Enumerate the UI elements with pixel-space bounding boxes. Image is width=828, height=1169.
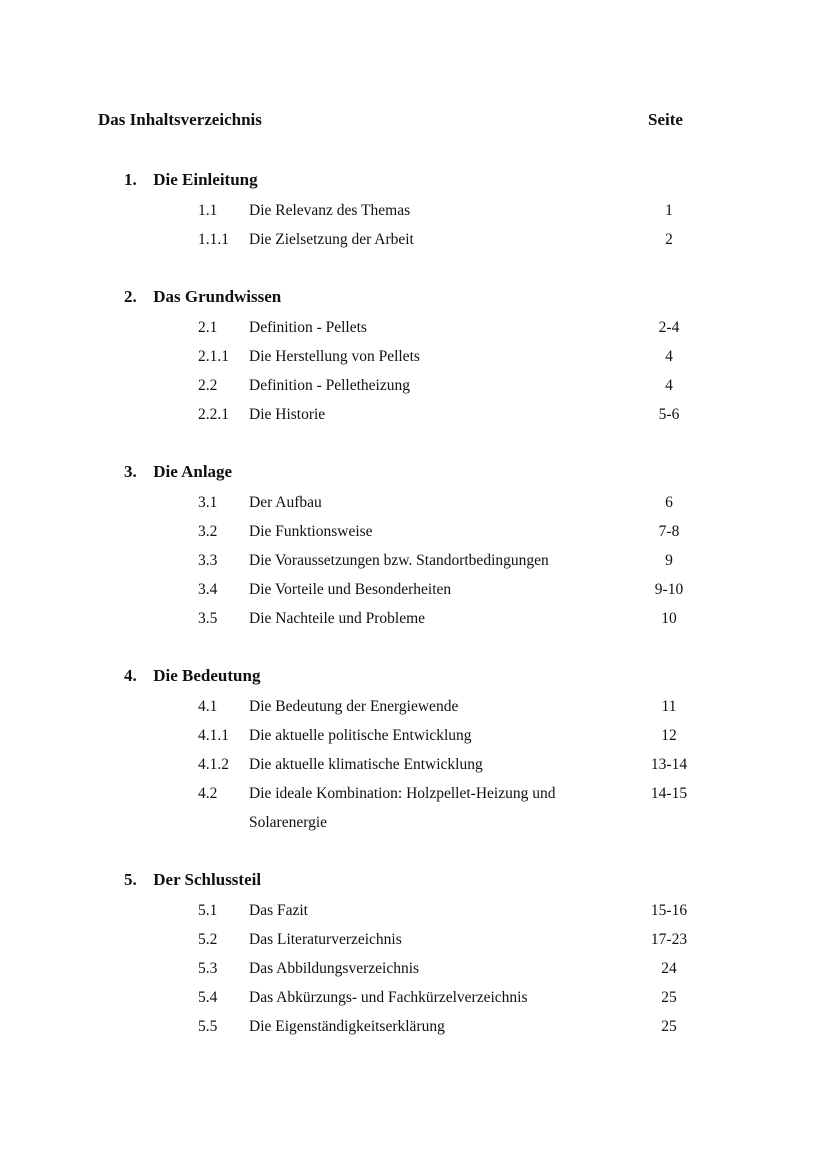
entry-page: 13-14	[650, 756, 688, 773]
entry-number: 2.1	[198, 319, 218, 336]
entry-page: 2-4	[658, 319, 680, 336]
entry-page: 11	[661, 698, 677, 715]
toc-entry[interactable]	[0, 546, 828, 575]
toc-entry[interactable]	[0, 342, 828, 371]
entry-page: 2	[665, 231, 673, 248]
toc-entry[interactable]	[0, 604, 828, 633]
toc-entry[interactable]	[0, 954, 828, 983]
entry-number: 4.1.2	[198, 756, 229, 773]
entry-number: 3.2	[198, 523, 218, 540]
section-title: Die Anlage	[153, 462, 233, 481]
section-number: 4.	[124, 666, 137, 685]
entry-page: 4	[665, 348, 673, 365]
entry-number: 2.2	[198, 377, 218, 394]
section-title: Die Einleitung	[153, 170, 258, 189]
section-title: Das Grundwissen	[153, 287, 282, 306]
section-heading[interactable]	[124, 462, 232, 482]
entry-number: 3.3	[198, 552, 218, 569]
toc-entry[interactable]	[0, 925, 828, 954]
entry-text: Das Literaturverzeichnis	[249, 931, 402, 948]
entry-number: 2.2.1	[198, 406, 229, 423]
section-title: Der Schlussteil	[153, 870, 262, 889]
entry-text: Das Fazit	[249, 902, 308, 919]
entry-page: 12	[661, 727, 677, 744]
toc-entry[interactable]	[0, 896, 828, 925]
entry-page: 10	[661, 610, 677, 627]
toc-entry[interactable]	[0, 371, 828, 400]
entry-number: 3.1	[198, 494, 218, 511]
toc-entry[interactable]	[0, 400, 828, 429]
entry-text: Die Historie	[249, 406, 326, 423]
entry-number: 5.3	[198, 960, 218, 977]
entry-page: 17-23	[650, 931, 688, 948]
toc-entry[interactable]	[0, 692, 828, 721]
entry-text: Die Funktionsweise	[249, 523, 373, 540]
entry-number: 3.4	[198, 581, 218, 598]
toc-entry[interactable]	[0, 750, 828, 779]
toc-entry[interactable]	[0, 488, 828, 517]
entry-page: 1	[665, 202, 673, 219]
entry-page: 9-10	[654, 581, 684, 598]
section-number: 1.	[124, 170, 137, 189]
toc-entry[interactable]	[0, 1012, 828, 1041]
entry-text: Der Aufbau	[249, 494, 322, 511]
entry-text: Die Zielsetzung der Arbeit	[249, 231, 414, 248]
toc-entry[interactable]	[0, 721, 828, 750]
entry-number: 4.2	[198, 785, 218, 802]
entry-text: Die Nachteile und Probleme	[249, 610, 426, 627]
toc-header	[98, 110, 698, 134]
toc-entry[interactable]	[0, 779, 828, 837]
entry-text: Die Voraussetzungen bzw. Standortbedingungen	[249, 552, 549, 569]
entry-text: Die Herstellung von Pellets	[249, 348, 420, 365]
toc-entry[interactable]	[0, 575, 828, 604]
entry-text: Die Vorteile und Besonderheiten	[249, 581, 452, 598]
section-heading[interactable]	[124, 666, 260, 686]
entry-text: Definition - Pellets	[249, 319, 367, 336]
entry-text: Die aktuelle klimatische Entwicklung	[249, 756, 483, 773]
entry-number: 1.1	[198, 202, 218, 219]
entry-number: 1.1.1	[198, 231, 229, 248]
entry-text: Die aktuelle politische Entwicklung	[249, 727, 472, 744]
entry-number: 5.5	[198, 1018, 218, 1035]
entry-number: 2.1.1	[198, 348, 229, 365]
entry-text: Die Relevanz des Themas	[249, 202, 411, 219]
entry-number: 3.5	[198, 610, 218, 627]
entry-text: Definition - Pelletheizung	[249, 377, 410, 394]
toc-entry[interactable]	[0, 313, 828, 342]
toc-entry[interactable]	[0, 196, 828, 225]
entry-page: 6	[665, 494, 673, 511]
entry-page: 7-8	[658, 523, 680, 540]
section-number: 5.	[124, 870, 137, 889]
toc-entry[interactable]	[0, 225, 828, 254]
entry-page: 24	[661, 960, 677, 977]
entry-number: 5.4	[198, 989, 218, 1006]
section-title: Die Bedeutung	[153, 666, 261, 685]
toc-entry[interactable]	[0, 983, 828, 1012]
entry-text: Die Eigenständigkeitserklärung	[249, 1018, 445, 1035]
entry-number: 5.2	[198, 931, 218, 948]
page-column-label: Seite	[648, 110, 683, 129]
entry-number: 4.1	[198, 698, 218, 715]
entry-number: 4.1.1	[198, 727, 229, 744]
entry-text: Die ideale Kombination: Holzpellet-Heizung und Solarenergie	[249, 785, 556, 831]
entry-page: 25	[661, 989, 677, 1006]
entry-text: Das Abkürzungs- und Fachkürzelverzeichnis	[249, 989, 528, 1006]
section-heading[interactable]	[124, 170, 258, 190]
section-number: 2.	[124, 287, 137, 306]
entry-page: 4	[665, 377, 673, 394]
entry-text: Das Abbildungsverzeichnis	[249, 960, 420, 977]
section-heading[interactable]	[124, 287, 281, 307]
toc-title: Das Inhaltsverzeichnis	[98, 110, 262, 129]
entry-page: 9	[665, 552, 673, 569]
section-number: 3.	[124, 462, 137, 481]
entry-text: Die Bedeutung der Energiewende	[249, 698, 459, 715]
toc-entry[interactable]	[0, 517, 828, 546]
entry-page: 25	[661, 1018, 677, 1035]
entry-number: 5.1	[198, 902, 218, 919]
section-heading[interactable]	[124, 870, 261, 890]
entry-page: 14-15	[650, 785, 688, 802]
entry-page: 15-16	[650, 902, 688, 919]
entry-page: 5-6	[658, 406, 680, 423]
